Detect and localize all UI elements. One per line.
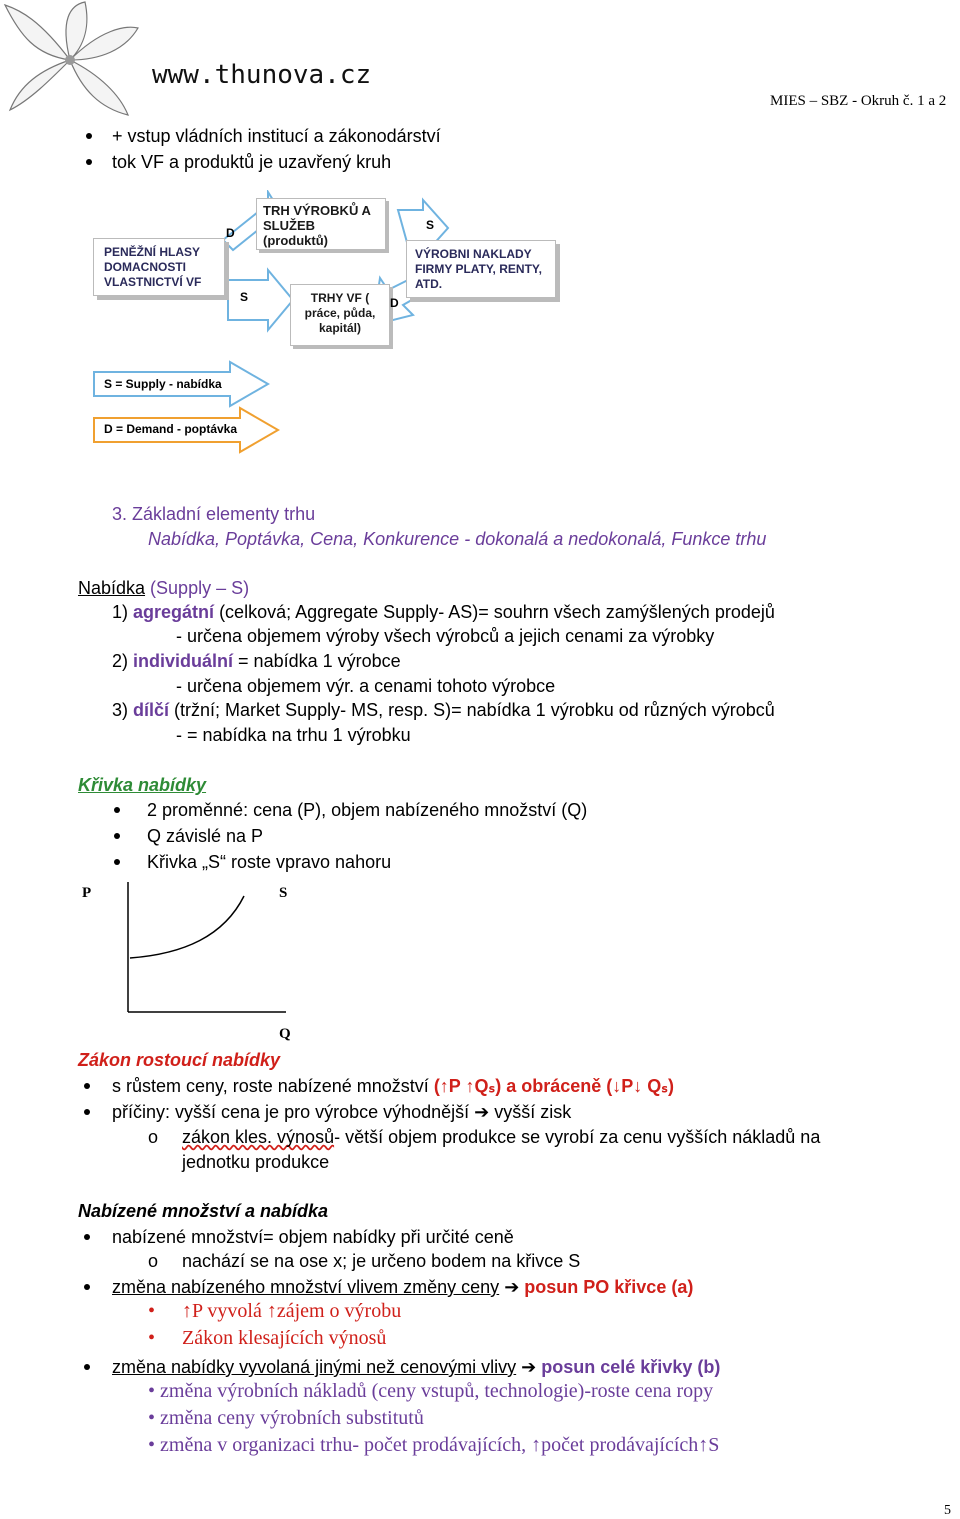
top-bullet-2: tok VF a produktů je uzavřený kruh [112, 152, 392, 172]
arrow-label-d-top: D [226, 226, 235, 240]
page-number: 5 [944, 1503, 951, 1518]
nabidka-heading [78, 576, 249, 600]
nabidka-item-3 [112, 698, 775, 722]
bullet [86, 133, 92, 139]
supply-curve-graph [74, 876, 314, 1046]
firms-box [406, 240, 556, 298]
arrow-label-s-bottom: S [240, 290, 249, 304]
purple-bullet: • [148, 1407, 161, 1429]
mnozstvi-bullet-2 [112, 1275, 693, 1299]
zakon-sub-keyword: zákon kles. výnosů [182, 1127, 335, 1147]
graph-s-label: S [279, 885, 288, 901]
bullet [86, 159, 92, 165]
mnozstvi-b2-highlight: posun PO křivce (a) [524, 1277, 694, 1297]
mnozstvi-b3-text: změna nabídky vyvolaná jinými než cenovými vlivy [112, 1357, 517, 1377]
bullet [84, 1083, 90, 1089]
bullet [114, 833, 120, 839]
zakon-b1-text: s růstem ceny, roste nabízené množství [112, 1076, 434, 1096]
bullet [84, 1109, 90, 1115]
zakon-sub-line2: jednotku produkce [182, 1152, 330, 1172]
legend-s-text: S = Supply - nabídka [104, 377, 222, 391]
item-text: = nabídka 1 výrobce [233, 651, 401, 671]
arrow-icon: ➔ [499, 1277, 525, 1297]
krivka-bullet-3: Křivka „S“ roste vpravo nahoru [147, 852, 392, 872]
mnozstvi-b2-sub-2: Zákon klesajících výnosů [182, 1327, 387, 1349]
sub-text: změna výrobních nákladů (ceny vstupů, technologie)-roste cena ropy [160, 1380, 714, 1402]
nabidka-item-2-sub: - určena objemem výr. a cenami tohoto výrobce [176, 676, 556, 696]
graph-q-label: Q [279, 1026, 291, 1042]
red-bullet: • [148, 1300, 156, 1322]
nabidka-heading-word: Nabídka [78, 578, 146, 598]
item-keyword: agregátní [133, 602, 215, 622]
nabidka-item-1 [112, 600, 775, 624]
households-box [93, 238, 225, 296]
nabidka-heading-rest: (Supply – S) [145, 578, 250, 598]
item-text: (tržní; Market Supply- MS, resp. S)= nabídka 1 výrobku od různých výrobců [169, 700, 775, 720]
products-market-label: TRH VÝROBKŮ A SLUŽEB (produktů) [263, 203, 371, 248]
sub-text: změna ceny výrobních substitutů [160, 1407, 424, 1429]
site-url: www.thunova.cz [152, 60, 372, 90]
zakon-title: Zákon rostoucí nabídky [78, 1050, 281, 1070]
purple-bullet: • [148, 1380, 161, 1402]
arrow-label-s-top: S [426, 218, 435, 232]
item-text: (celková; Aggregate Supply- AS)= souhrn všech zamýšlených prodejů [214, 602, 775, 622]
section-subtitle: Nabídka, Poptávka, Cena, Konkurence - dokonalá a nedokonalá, Funkce trhu [148, 529, 767, 549]
zakon-b2-end: vyšší zisk [489, 1102, 572, 1122]
purple-bullet: • [148, 1434, 161, 1456]
factor-market-label: TRHY VF ( práce, půda, kapitál) [304, 291, 376, 335]
item-keyword: individuální [133, 651, 234, 671]
factor-market-box [290, 284, 390, 346]
households-label: PENĚŽNÍ HLASY DOMACNOSTI VLASTNICTVÍ VF [104, 245, 202, 289]
nabidka-item-1-sub: - určena objemem výroby všech výrobců a jejich cenami za výrobky [176, 626, 715, 646]
zakon-sub-text: - větší objem produkce se vyrobí za cenu vyšších nákladů na [334, 1127, 821, 1147]
mnozstvi-b3-highlight: posun celé křivky (b) [541, 1357, 721, 1377]
zakon-bullet-2 [112, 1100, 571, 1124]
red-bullet: • [148, 1327, 156, 1349]
bullet [84, 1234, 90, 1240]
mnozstvi-b3-sub-3 [148, 1434, 719, 1457]
bullet [84, 1284, 90, 1290]
legend-d-text: D = Demand - poptávka [104, 422, 238, 436]
header-right: MIES – SBZ - Okruh č. 1 a 2 [770, 93, 947, 109]
arrow-icon: ➔ [516, 1357, 542, 1377]
nabidka-item-3-sub: - = nabídka na trhu 1 výrobku [176, 725, 411, 745]
bullet [114, 859, 120, 865]
section-title: 3. Základní elementy trhu [112, 504, 316, 524]
top-bullet-1: + vstup vládních institucí a zákonodárství [112, 126, 441, 146]
sub-text: změna v organizaci trhu- počet prodávajících, ↑počet prodávajících↑S [160, 1434, 720, 1456]
mnozstvi-sub-marker: o [148, 1251, 159, 1271]
mnozstvi-b2-text: změna nabízeného množství vlivem změny ceny [112, 1277, 500, 1297]
mnozstvi-bullet-3 [112, 1355, 720, 1379]
arrow-label-d-bottom: D [390, 296, 399, 310]
mnozstvi-title: Nabízené množství a nabídka [78, 1201, 329, 1221]
supply-curve [130, 896, 244, 958]
mnozstvi-b3-sub-1 [148, 1380, 713, 1403]
bullet [114, 807, 120, 813]
arrow-icon: ➔ [474, 1102, 490, 1122]
zakon-b1-highlight: (↑P ↑Qₛ) a obráceně (↓P↓ Qₛ) [433, 1076, 674, 1096]
krivka-title: Křivka nabídky [78, 775, 207, 795]
products-market-box [256, 198, 386, 250]
mnozstvi-sub: nachází se na ose x; je určeno bodem na křivce S [182, 1251, 581, 1271]
zakon-sub [182, 1125, 820, 1149]
mnozstvi-b2-sub-1: ↑P vyvolá ↑zájem o výrobu [182, 1300, 402, 1322]
item-number: 1) [112, 602, 129, 622]
item-number: 2) [112, 651, 129, 671]
krivka-bullet-2: Q závislé na P [147, 826, 264, 846]
mnozstvi-b3-sub-2 [148, 1407, 424, 1430]
bullet [84, 1364, 90, 1370]
zakon-sub-marker: o [148, 1127, 159, 1147]
krivka-bullet-1: 2 proměnné: cena (P), objem nabízeného množství (Q) [147, 800, 588, 820]
graph-p-label: P [82, 885, 92, 901]
circular-flow-diagram [88, 190, 588, 360]
zakon-b2-text: příčiny: vyšší cena je pro výrobce výhodnější [112, 1102, 475, 1122]
item-keyword: dílčí [133, 700, 170, 720]
zakon-bullet-1 [112, 1074, 674, 1098]
item-number: 3) [112, 700, 129, 720]
lily-logo [0, 0, 140, 120]
firms-label: VÝROBNI NAKLADY FIRMY PLATY, RENTY, ATD. [415, 247, 542, 291]
nabidka-item-2 [112, 649, 401, 673]
mnozstvi-bullet-1: nabízené množství= objem nabídky při určité ceně [112, 1227, 514, 1247]
